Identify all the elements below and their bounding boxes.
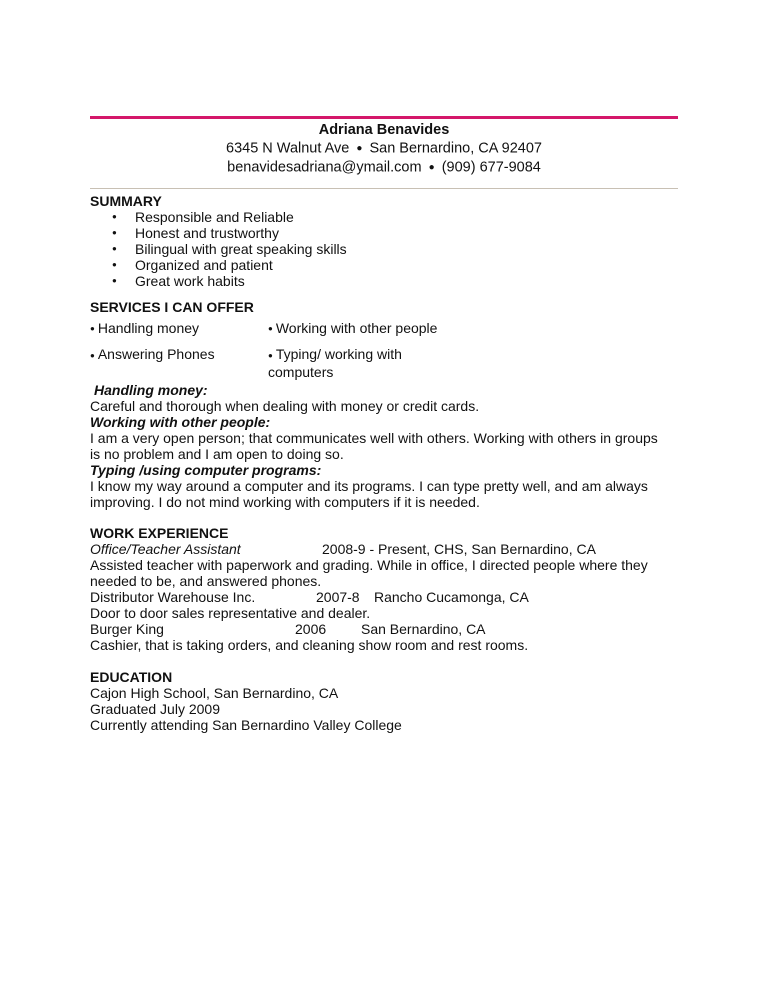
- summary-section: [90, 193, 670, 289]
- service-detail-title: Typing /using computer programs:: [90, 461, 322, 478]
- job-dates-location: 2008-9 - Present, CHS, San Bernardino, CA: [322, 540, 596, 557]
- job-description: Cashier, that is taking orders, and cleaning show room and rest rooms.: [90, 636, 529, 653]
- education-line: Currently attending San Bernardino Valley College: [90, 716, 402, 733]
- education-line: Graduated July 2009: [90, 700, 220, 717]
- job-title: Office/Teacher Assistant: [90, 540, 241, 557]
- work-heading: WORK EXPERIENCE: [90, 524, 229, 541]
- work-experience-section: [90, 525, 670, 653]
- service-detail-title: Working with other people:: [90, 413, 271, 430]
- street-address: 6345 N Walnut Ave: [226, 140, 350, 157]
- bullet-separator: ●: [356, 143, 363, 154]
- job-description: Assisted teacher with paperwork and grading. While in office, I directed people where they needed to be, and answered phones.: [90, 556, 648, 589]
- summary-heading: SUMMARY: [90, 193, 162, 209]
- service-detail-text: I am a very open person; that communicates well with others. Working with others in groups is no problem and I am open to doing so.: [90, 429, 658, 462]
- phone-number: (909) 677-9084: [441, 159, 541, 176]
- service-label: Handling money: [97, 320, 200, 336]
- education-heading: EDUCATION: [90, 668, 173, 685]
- service-label: Answering Phones: [97, 346, 215, 363]
- service-detail-text: I know my way around a computer and its programs. I can type pretty well, and am always improving. I do not mind working with computers if it is needed.: [90, 477, 648, 510]
- email-address: benavidesadriana@ymail.com: [227, 159, 422, 176]
- service-detail-text: Careful and thorough when dealing with money or credit cards.: [90, 397, 480, 414]
- applicant-name: Adriana Benavides: [318, 122, 450, 138]
- header-accent-rule: [90, 116, 678, 119]
- summary-item: ● Great work habits: [90, 273, 670, 289]
- summary-list: [90, 209, 670, 289]
- service-details: [90, 382, 670, 510]
- resume-body: [90, 193, 670, 733]
- education-section: [90, 669, 670, 733]
- services-section: [90, 299, 670, 510]
- job-location: Rancho Cucamonga, CA: [374, 588, 529, 605]
- bullet-icon: ●: [268, 350, 273, 360]
- service-item: [90, 346, 268, 379]
- address-line: [90, 139, 678, 158]
- job-employer: Distributor Warehouse Inc.: [90, 588, 256, 605]
- job-year: 2007-8: [316, 588, 360, 605]
- job-description: Door to door sales representative and dealer.: [90, 604, 371, 621]
- summary-item: ● Responsible and Reliable: [90, 209, 670, 225]
- summary-item: ● Bilingual with great speaking skills: [90, 241, 670, 257]
- service-item: [90, 320, 268, 337]
- summary-item: ● Honest and trustworthy: [90, 225, 670, 241]
- job-header: [90, 621, 670, 637]
- job-year: 2006: [295, 620, 327, 637]
- bullet-icon: ●: [90, 324, 95, 334]
- education-line: Cajon High School, San Bernardino, CA: [90, 684, 339, 701]
- bullet-icon: ●: [268, 324, 273, 334]
- bullet-separator: ●: [428, 162, 435, 174]
- service-item: [268, 320, 446, 337]
- header-divider: [90, 188, 678, 189]
- summary-item: ● Organized and patient: [90, 257, 670, 273]
- job-header: [90, 541, 670, 557]
- service-label: Typing/ working with computers: [268, 346, 402, 380]
- service-detail-title: Handling money:: [94, 381, 208, 398]
- contact-line: [90, 158, 678, 177]
- service-label: Working with other people: [275, 320, 438, 336]
- resume-header: [90, 121, 678, 178]
- service-item: [268, 346, 446, 379]
- services-heading: SERVICES I CAN OFFER: [90, 299, 254, 315]
- city-state-zip: San Bernardino, CA 92407: [369, 140, 542, 157]
- job-header: [90, 589, 670, 605]
- job-location: San Bernardino, CA: [361, 620, 486, 637]
- job-employer: Burger King: [90, 620, 164, 637]
- services-row: [90, 346, 670, 379]
- services-row: [90, 320, 670, 337]
- bullet-icon: ●: [90, 350, 95, 360]
